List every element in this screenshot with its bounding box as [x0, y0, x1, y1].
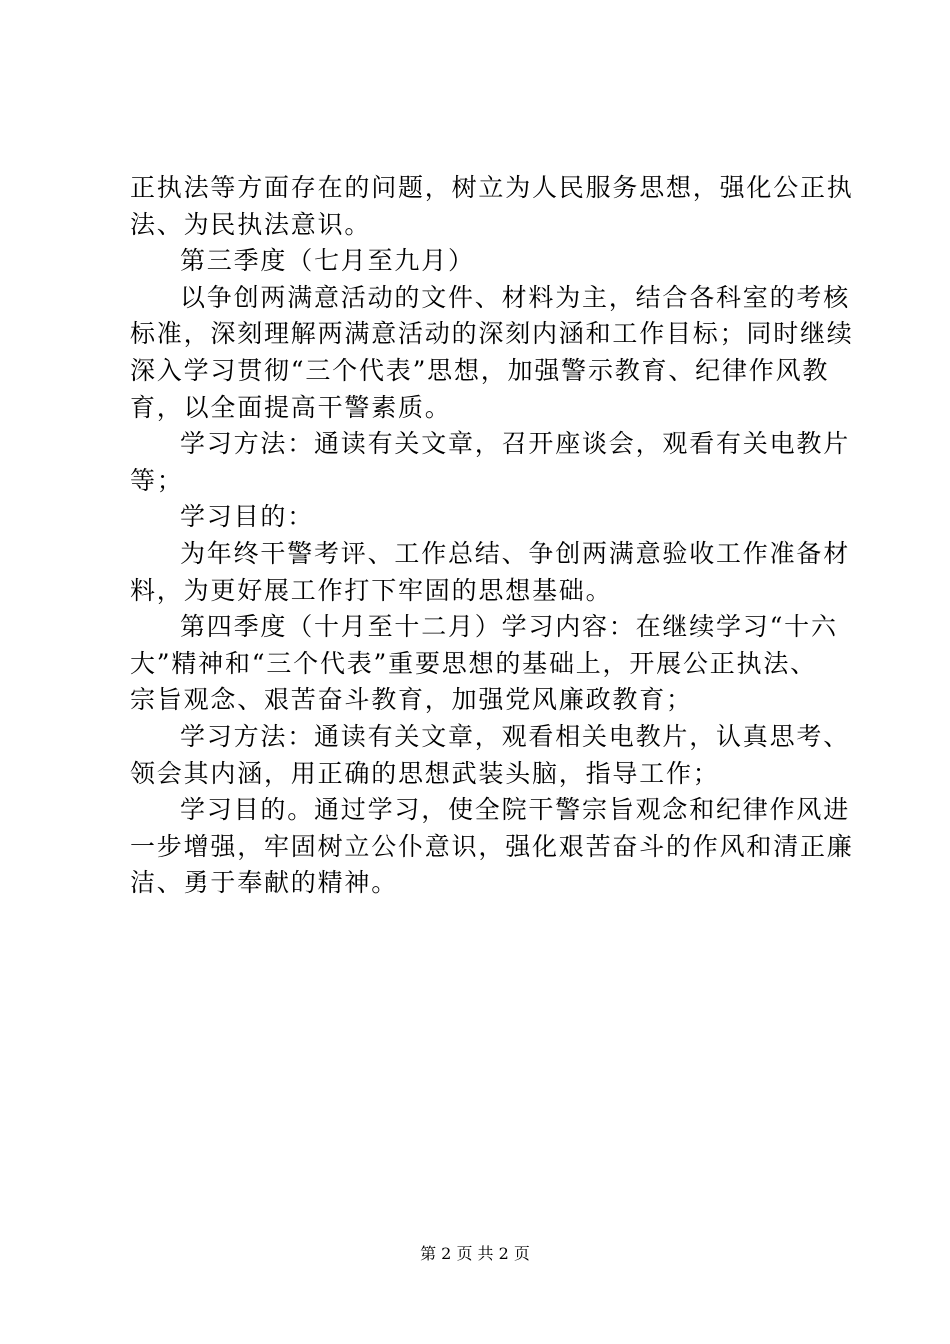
text-line: 学习目的。通过学习，使全院干警宗旨观念和纪律作风进 [180, 795, 851, 825]
text-line: 标准，深刻理解两满意活动的深刻内涵和工作目标；同时继续 [130, 319, 854, 349]
section-heading: 第三季度（七月至九月） [180, 246, 475, 276]
text-line: 宗旨观念、艰苦奋斗教育，加强党风廉政教育； [130, 685, 693, 715]
text-line: 学习目的： [180, 502, 315, 532]
text-line: 料，为更好展工作打下牢固的思想基础。 [130, 575, 613, 605]
text-line: 育，以全面提高干警素质。 [130, 392, 452, 422]
document-body [130, 170, 854, 902]
text-line: 洁、勇于奉献的精神。 [130, 868, 399, 898]
text-line: 学习方法：通读有关文章，召开座谈会，观看有关电教片 [180, 429, 851, 459]
text-line: 等； [130, 465, 184, 495]
section-heading: 第四季度（十月至十二月）学习内容：在继续学习“十六 [180, 612, 838, 642]
text-line: 正执法等方面存在的问题，树立为人民服务思想，强化公正执 [130, 173, 854, 202]
page-footer: 第 2 页 共 2 页 [420, 1244, 530, 1263]
text-line: 学习方法：通读有关文章，观看相关电教片，认真思考、 [180, 721, 851, 751]
text-line: 法、为民执法意识。 [130, 209, 372, 239]
text-line: 一步增强，牢固树立公仆意识，强化艰苦奋斗的作风和清正廉 [130, 831, 854, 861]
text-line: 为年终干警考评、工作总结、争创两满意验收工作准备材 [180, 538, 851, 568]
text-line: 领会其内涵，用正确的思想武装头脑，指导工作； [130, 758, 720, 788]
text-line: 深入学习贯彻“三个代表”思想，加强警示教育、纪律作风教 [130, 355, 830, 385]
text-line: 以争创两满意活动的文件、材料为主，结合各科室的考核 [180, 282, 851, 312]
text-line: 大”精神和“三个代表”重要思想的基础上，开展公正执法、 [130, 648, 817, 678]
